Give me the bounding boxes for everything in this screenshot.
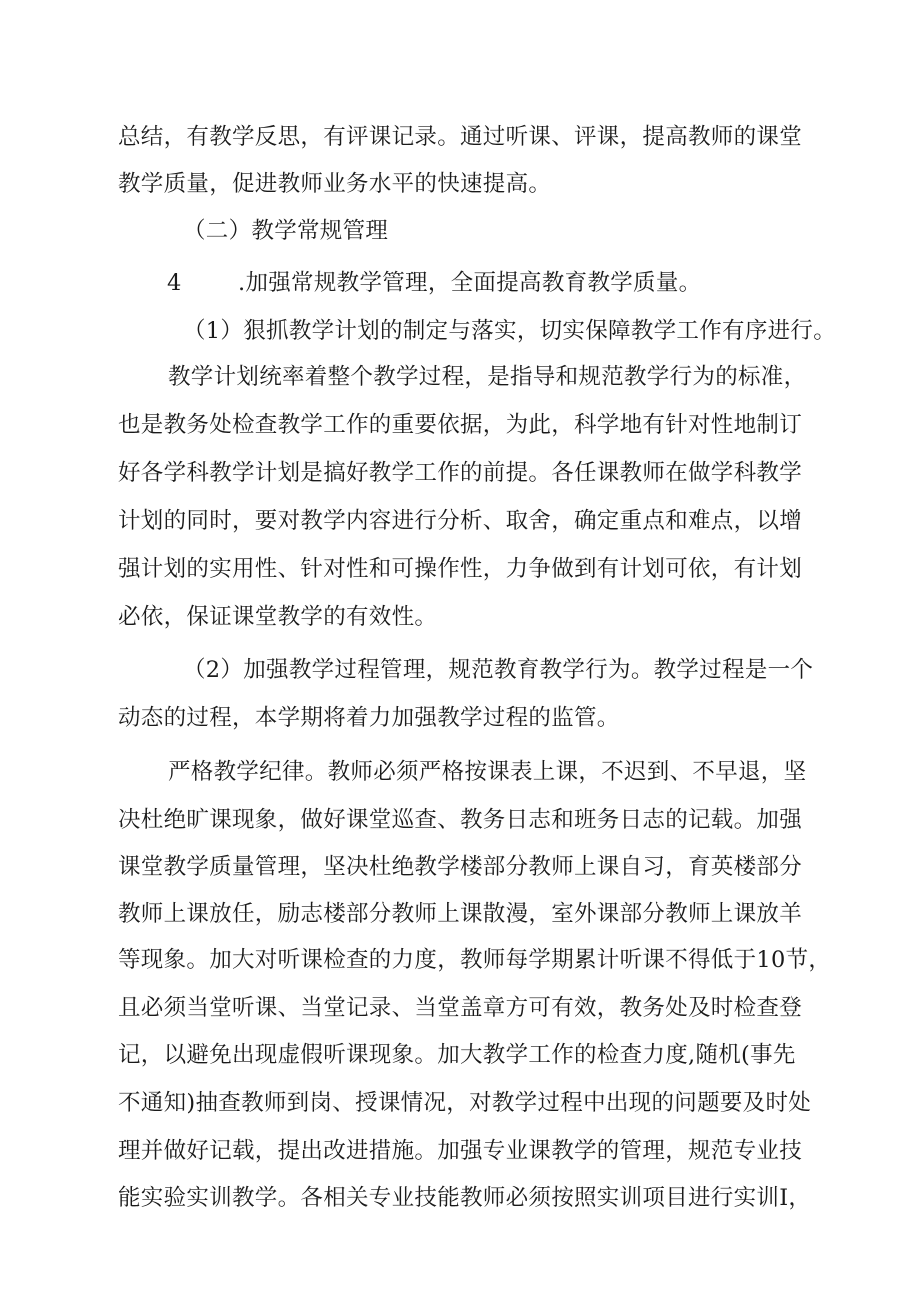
section-heading: （二）教学常规管理 <box>183 218 389 244</box>
text-line-8: 好各学科教学计划是搞好教学工作的前提。各任课教师在做学科教学 <box>118 460 803 486</box>
text-line-11: 必依，保证课堂教学的有效性。 <box>118 604 438 630</box>
text-line-21: 不通知)抽查教师到岗、授课情况，对教学过程中出现的问题要及时处 <box>118 1090 812 1116</box>
text-line-15: 决杜绝旷课现象，做好课堂巡查、教务日志和班务日志的记载。加强 <box>118 807 803 833</box>
text-line-22: 理并做好记载，提出改进措施。加强专业课教学的管理，规范专业技 <box>118 1138 803 1164</box>
text-line-20: 记，以避免出现虚假听课现象。加大教学工作的检查力度,随机(事先 <box>118 1042 796 1068</box>
subheading-2: （2）加强教学过程管理，规范教育教学行为。教学过程是一个 <box>183 657 814 683</box>
item-number: 4 <box>167 270 182 296</box>
text-line-23: 能实验实训教学。各相关专业技能教师必须按照实训项目进行实训I， <box>118 1185 812 1211</box>
text-line-7: 也是教务处检查教学工作的重要依据，为此，科学地有针对性地制订 <box>118 412 803 438</box>
text-line-19: 且必须当堂听课、当堂记录、当堂盖章方可有效，教务处及时检查登 <box>118 995 803 1021</box>
text-line-10: 强计划的实用性、针对性和可操作性，力争做到有计划可依，有计划 <box>118 556 803 582</box>
text-line-18: 等现象。加大对听课检查的力度，教师每学期累计听课不得低于10节， <box>118 947 832 973</box>
text-line-1: 总结，有教学反思，有评课记录。通过听课、评课，提高教师的课堂 <box>118 124 803 150</box>
text-line-16: 课堂教学质量管理，坚决杜绝教学楼部分教师上课自习，育英楼部分 <box>118 854 803 880</box>
text-line-14: 严格教学纪律。教师必须严格按课表上课，不迟到、不早退，坚 <box>168 759 807 785</box>
text-line-2: 教学质量，促进教师业务水平的快速提高。 <box>118 171 552 197</box>
text-line-13: 动态的过程，本学期将着力加强教学过程的监管。 <box>118 705 620 731</box>
text-line-4: .加强常规教学管理，全面提高教育教学质量。 <box>238 270 702 296</box>
text-line-6: 教学计划统率着整个教学过程，是指导和规范教学行为的标准， <box>168 364 807 390</box>
subheading-1: （1）狠抓教学计划的制定与落实，切实保障教学工作有序进行。 <box>183 318 837 344</box>
text-line-17: 教师上课放任，励志楼部分教师上课散漫，室外课部分教师上课放羊 <box>118 901 803 927</box>
text-line-9: 计划的同时，要对教学内容进行分析、取舍，确定重点和难点，以增 <box>118 508 803 534</box>
